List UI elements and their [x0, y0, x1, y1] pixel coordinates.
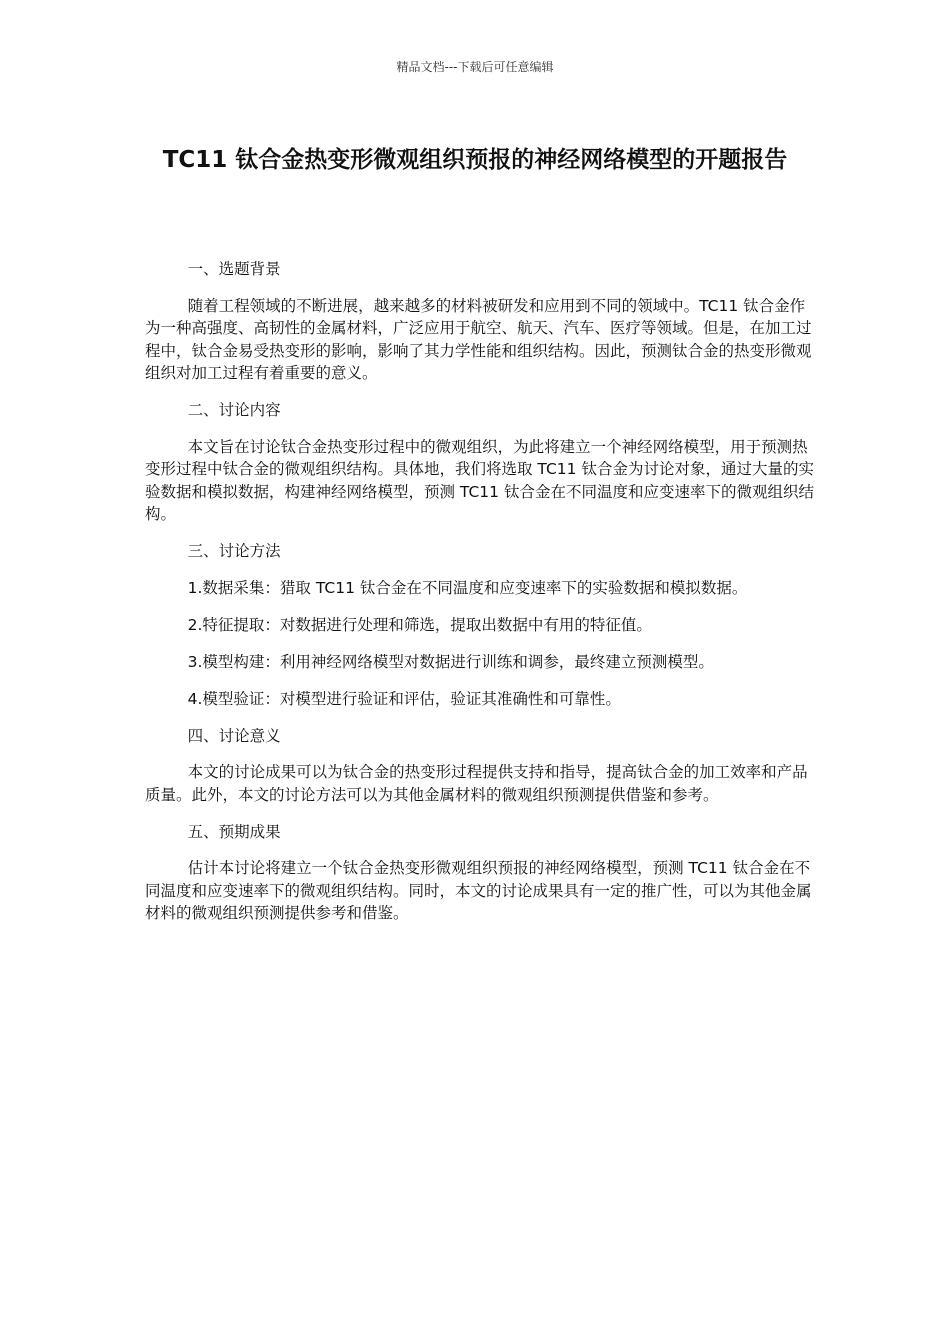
document-body: [145, 258, 815, 939]
document-header-note: 精品文档---下载后可任意编辑: [396, 60, 554, 74]
method-step-4: 4.模型验证：对模型进行验证和评估，验证其准确性和可靠性。: [187, 689, 621, 708]
document-title: TC11 钛合金热变形微观组织预报的神经网络模型的开题报告: [162, 147, 788, 173]
method-step-2: 2.特征提取：对数据进行处理和筛选，提取出数据中有用的特征值。: [187, 615, 652, 634]
section-heading-content: 二、讨论内容: [187, 401, 281, 419]
paragraph-outcomes: 估计本讨论将建立一个钛合金热变形微观组织预报的神经网络模型，预测 TC11 钛合金在不同温度和应变速率下的微观组织结构。同时，本文的讨论成果具有一定的推广性，可以为其他金属材料的微观组织预测提供参考和借鉴。: [145, 859, 812, 922]
section-heading-outcomes: 五、预期成果: [187, 822, 281, 841]
method-step-3: 3.模型构建：利用神经网络模型对数据进行训练和调参，最终建立预测模型。: [187, 652, 714, 671]
method-step-1: 1.数据采集：猎取 TC11 钛合金在不同温度和应变速率下的实验数据和模拟数据。: [187, 578, 748, 597]
section-heading-method: 三、讨论方法: [187, 542, 281, 560]
paragraph-background: 随着工程领域的不断进展，越来越多的材料被研发和应用到不同的领域中。TC11 钛合金作为一种高强度、高韧性的金属材料，广泛应用于航空、航天、汽车、医疗等领域。但是，在加工过程中，钛合金易受热变形的影响，影响了其力学性能和组织结构。因此，预测钛合金的热变形微观组织对加工过程有着重要的意义。: [145, 296, 812, 382]
section-heading-significance: 四、讨论意义: [187, 726, 281, 745]
section-heading-background: 一、选题背景: [187, 260, 281, 278]
paragraph-significance: 本文的讨论成果可以为钛合金的热变形过程提供支持和指导，提高钛合金的加工效率和产品质量。此外，本文的讨论方法可以为其他金属材料的微观组织预测提供借鉴和参考。: [145, 763, 808, 804]
paragraph-content: 本文旨在讨论钛合金热变形过程中的微观组织，为此将建立一个神经网络模型，用于预测热变形过程中钛合金的微观组织结构。具体地，我们将选取 TC11 钛合金为讨论对象，通过大量的实验数据和模拟数据，构建神经网络模型，预测 TC11 钛合金在不同温度和应变速率下的微观组织结构。: [145, 437, 814, 523]
